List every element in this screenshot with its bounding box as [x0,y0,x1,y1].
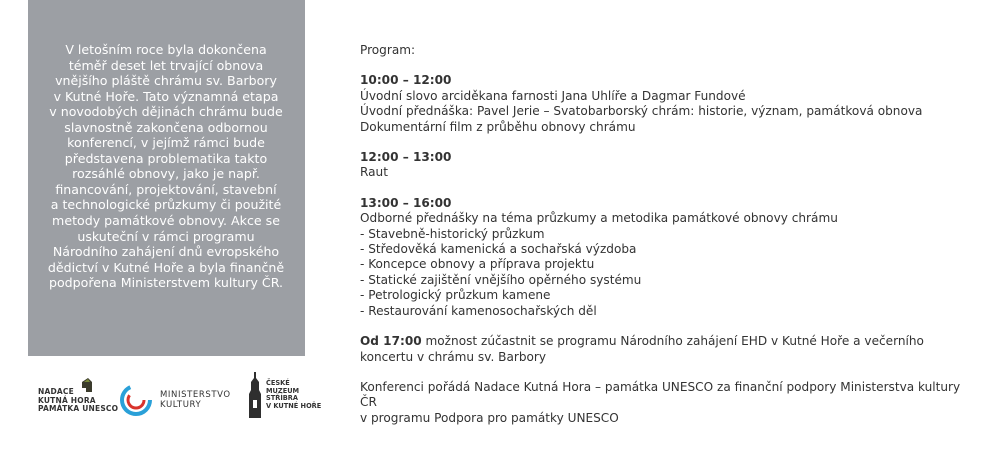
block3-item: - Petrologický průzkum kamene [360,288,551,303]
block3-item: - Statické zajištění vnějšího opěrného systému [360,272,642,287]
block3-time: 13:00 – 16:00 [360,195,452,210]
block2-item: Raut [360,165,388,180]
intro-line: představena problematika takto [64,150,268,166]
muzeum-logo-text: ČESKÉ MUZEUM STŘÍBRA V KUTNÉ HOŘE [266,379,322,410]
closing-line-1 [360,334,980,349]
ministerstvo-kultury-logo [118,382,238,422]
intro-line: v Kutné Hoře. Tato významná etapa [53,88,279,104]
intro-line: vnějšího pláště chrámu sv. Barbory [55,73,277,89]
intro-line: téměř deset let trvající obnova [68,57,264,73]
nadace-logo-text: NADACE KUTNÁ HORA PAMÁTKA UNESCO [38,387,119,414]
intro-line: rozsáhlé obnovy, jako je např. [72,166,260,182]
block1-item: Úvodní slovo arciděkana farnosti Jana Uhlíře a Dagmar Fundové [360,88,746,103]
organizer-line-2: v programu Podpora pro památky UNESCO [360,410,619,425]
block1-time: 10:00 – 12:00 [360,73,452,88]
program-heading: Program: [360,43,416,57]
intro-line: slavnostně zakončena odbornou [64,119,268,135]
tower-icon [244,370,266,426]
closing-time: Od 17:00 [360,334,422,349]
intro-line: V letošním roce byla dokončena [65,42,267,57]
block3-item: - Stavebně-historický průzkum [360,226,545,241]
muzeum-logo [244,370,334,426]
closing-text: možnost zúčastnit se programu Národního zahájení EHD v Kutné Hoře a večerního [421,334,924,349]
block3-item: - Restaurování kamenosochařských děl [360,303,597,318]
block1-item: Úvodní přednáška: Pavel Jerie – Svatobarborský chrám: historie, význam, památková obnova [360,104,923,119]
intro-line: konferencí, v jejímž rámci bude [67,135,265,151]
intro-line: Národního zahájení dnů evropského [52,244,280,260]
block3-item: Odborné přednášky na téma průzkumy a metodika památkové obnovy chrámu [360,211,838,226]
intro-line: dědictví v Kutné Hoře a byla finančně [47,259,285,275]
intro-line: v novodobých dějinách chrámu bude [49,104,283,120]
nadace-logo [38,376,126,424]
intro-line: financování, projektování, stavební [55,181,277,197]
block3-item: - Koncepce obnovy a příprava projektu [360,257,595,272]
intro-line: podpořena Ministerstvem kultury ČR. [48,275,284,291]
logo-strip [32,370,332,430]
organizer-line-1: Konferenci pořádá Nadace Kutná Hora – památka UNESCO za finanční podpory Ministerstva kultury ČR [360,379,961,410]
ministerstvo-kultury-icon [118,382,158,422]
block3-item: - Středověká kamenická a sochařská výzdoba [360,242,637,257]
block1-item: Dokumentární film z průběhu obnovy chrámu [360,119,636,134]
block2-time: 12:00 – 13:00 [360,150,452,165]
intro-line: uskuteční v rámci programu [77,228,255,244]
intro-line: a technologické průzkumy či použité [50,197,282,213]
intro-line: metody památkové obnovy. Akce se [52,213,280,229]
program-section [360,43,980,426]
closing-line-2: koncertu v chrámu sv. Barbory [360,349,547,364]
intro-text [40,42,292,291]
ministerstvo-kultury-text: MINISTERSTVO KULTURY [160,390,231,410]
